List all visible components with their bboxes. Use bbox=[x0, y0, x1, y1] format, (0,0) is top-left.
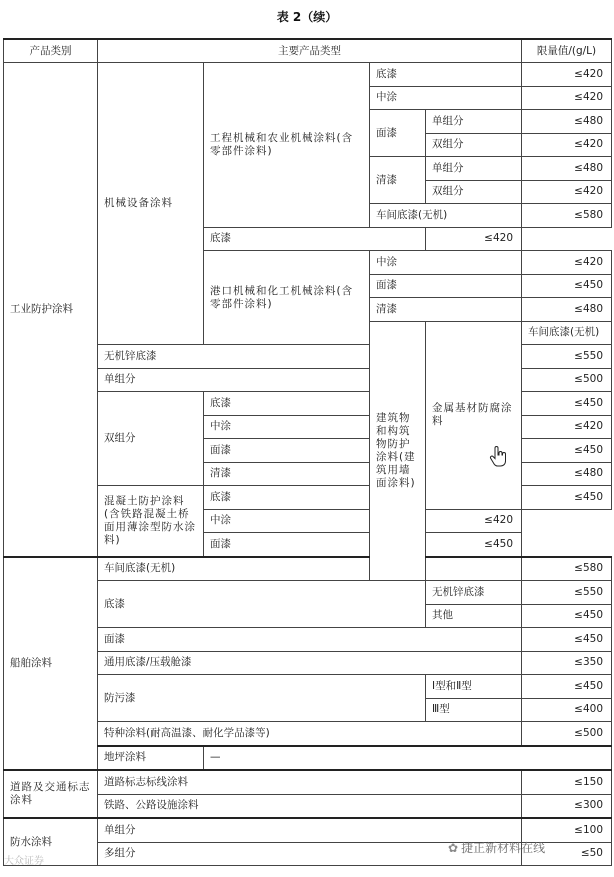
limit-value: ≤100 bbox=[522, 818, 612, 842]
category-road: 道路及交通标志涂料 bbox=[4, 770, 98, 818]
table-row bbox=[4, 63, 612, 87]
limit-value: ≤420 bbox=[522, 251, 612, 275]
limit-value: ≤550 bbox=[522, 345, 612, 369]
category-floor: 地坪涂料 bbox=[98, 746, 204, 771]
item-sublabel: 底漆 bbox=[204, 392, 370, 416]
limit-value: ≤420 bbox=[426, 227, 522, 251]
item-label: 面漆 bbox=[204, 533, 426, 557]
header-category: 产品类别 bbox=[4, 39, 98, 63]
type-metal: 金属基材防腐涂料 bbox=[426, 321, 522, 509]
item-sublabel: Ⅰ型和Ⅱ型 bbox=[426, 675, 522, 699]
item-label: 底漆 bbox=[370, 63, 522, 87]
item-label: 道路标志标线涂料 bbox=[98, 770, 522, 794]
category-ship: 船舶涂料 bbox=[4, 557, 98, 771]
item-label: 车间底漆(无机) bbox=[522, 321, 612, 345]
item-label: 面漆 bbox=[98, 628, 522, 652]
limit-value: ≤480 bbox=[522, 157, 612, 181]
item-label: 底漆 bbox=[98, 581, 426, 628]
item-label: 防污漆 bbox=[98, 675, 426, 722]
limit-value: ≤480 bbox=[522, 110, 612, 134]
item-sublabel: 面漆 bbox=[204, 439, 370, 463]
item-label: 车间底漆(无机) bbox=[370, 204, 522, 228]
limit-value: ≤480 bbox=[522, 462, 612, 486]
item-label: 清漆 bbox=[370, 157, 426, 204]
item-label: 底漆 bbox=[204, 227, 426, 251]
item-label: 单组分 bbox=[98, 368, 370, 392]
limit-value: ≤300 bbox=[522, 794, 612, 818]
limit-value: ≤150 bbox=[522, 770, 612, 794]
item-label: 单组分 bbox=[98, 818, 522, 842]
limit-value: ≤420 bbox=[522, 86, 612, 110]
limit-value: ≤420 bbox=[522, 133, 612, 157]
subcategory-machinery: 机械设备涂料 bbox=[98, 63, 204, 345]
item-label: 面漆 bbox=[370, 110, 426, 157]
wechat-icon: ✿ bbox=[448, 841, 459, 855]
table-row bbox=[4, 557, 612, 581]
item-label: 底漆 bbox=[204, 486, 426, 510]
item-sublabel: 其他 bbox=[426, 604, 522, 628]
table-caption: 表 2（续） bbox=[276, 10, 338, 24]
item-label: 中涂 bbox=[370, 86, 522, 110]
limit-value: ≤400 bbox=[522, 698, 612, 722]
item-label: 中涂 bbox=[204, 509, 426, 533]
item-sublabel: 无机锌底漆 bbox=[426, 581, 522, 605]
limit-value: ≤350 bbox=[522, 651, 612, 675]
limit-value: ≤50 bbox=[522, 842, 612, 866]
limit-value: ≤450 bbox=[522, 439, 612, 463]
limit-value: ≤500 bbox=[522, 368, 612, 392]
item-label: 铁路、公路设施涂料 bbox=[98, 794, 522, 818]
type-port-chem: 港口机械和化工机械涂料(含零部件涂料) bbox=[204, 251, 370, 345]
limit-value: ≤420 bbox=[522, 180, 612, 204]
category-waterproof: 防水涂料 bbox=[4, 818, 98, 866]
item-label: 中涂 bbox=[370, 251, 522, 275]
limit-value: ≤450 bbox=[522, 604, 612, 628]
limit-value: ≤450 bbox=[522, 274, 612, 298]
limit-value: ≤420 bbox=[522, 415, 612, 439]
subcategory-building: 建筑物和构筑物防护涂料(建筑用墙面涂料) bbox=[370, 321, 426, 581]
watermark-right bbox=[448, 839, 545, 856]
item-label: — bbox=[204, 746, 612, 771]
item-sublabel: 双组分 bbox=[426, 133, 522, 157]
limit-value: ≤420 bbox=[522, 63, 612, 87]
item-label: 车间底漆(无机) bbox=[98, 557, 522, 581]
limit-value: ≤480 bbox=[522, 298, 612, 322]
item-label: 通用底漆/压载舱漆 bbox=[98, 651, 522, 675]
item-label: 面漆 bbox=[370, 274, 522, 298]
limit-value: ≤550 bbox=[522, 581, 612, 605]
item-sublabel: 清漆 bbox=[204, 462, 370, 486]
item-sublabel: 单组分 bbox=[426, 157, 522, 181]
type-eng-ag: 工程机械和农业机械涂料(含零部件涂料) bbox=[204, 63, 370, 228]
item-label: 无机锌底漆 bbox=[98, 345, 370, 369]
item-label: 清漆 bbox=[370, 298, 522, 322]
watermark-right-text: 捷正新材料在线 bbox=[461, 841, 546, 855]
item-sublabel: 双组分 bbox=[426, 180, 522, 204]
item-label: 多组分 bbox=[98, 842, 522, 866]
item-sublabel: 中涂 bbox=[204, 415, 370, 439]
limit-value: ≤420 bbox=[426, 509, 522, 533]
header-row bbox=[4, 39, 612, 63]
header-limit: 限量值/(g/L) bbox=[522, 39, 612, 63]
limit-value: ≤450 bbox=[522, 486, 612, 510]
table-row bbox=[4, 770, 612, 794]
limit-value: ≤450 bbox=[426, 533, 522, 557]
hand-cursor-icon bbox=[489, 446, 507, 468]
limit-value: ≤580 bbox=[522, 204, 612, 228]
limit-value: ≤500 bbox=[522, 722, 612, 746]
voc-limit-table bbox=[3, 38, 612, 866]
header-main-types: 主要产品类型 bbox=[98, 39, 522, 63]
watermark-left: 大众证券 bbox=[4, 856, 44, 867]
limit-value: ≤450 bbox=[522, 675, 612, 699]
limit-value: ≤450 bbox=[522, 628, 612, 652]
item-label: 双组分 bbox=[98, 392, 204, 486]
limit-value: ≤450 bbox=[522, 392, 612, 416]
limit-value: ≤580 bbox=[522, 557, 612, 581]
item-sublabel: Ⅲ型 bbox=[426, 698, 522, 722]
item-sublabel: 单组分 bbox=[426, 110, 522, 134]
category-industrial: 工业防护涂料 bbox=[4, 63, 98, 557]
item-label: 特种涂料(耐高温漆、耐化学品漆等) bbox=[98, 722, 522, 746]
type-concrete: 混凝土防护涂料(含铁路混凝土桥面用薄涂型防水涂料) bbox=[98, 486, 204, 557]
